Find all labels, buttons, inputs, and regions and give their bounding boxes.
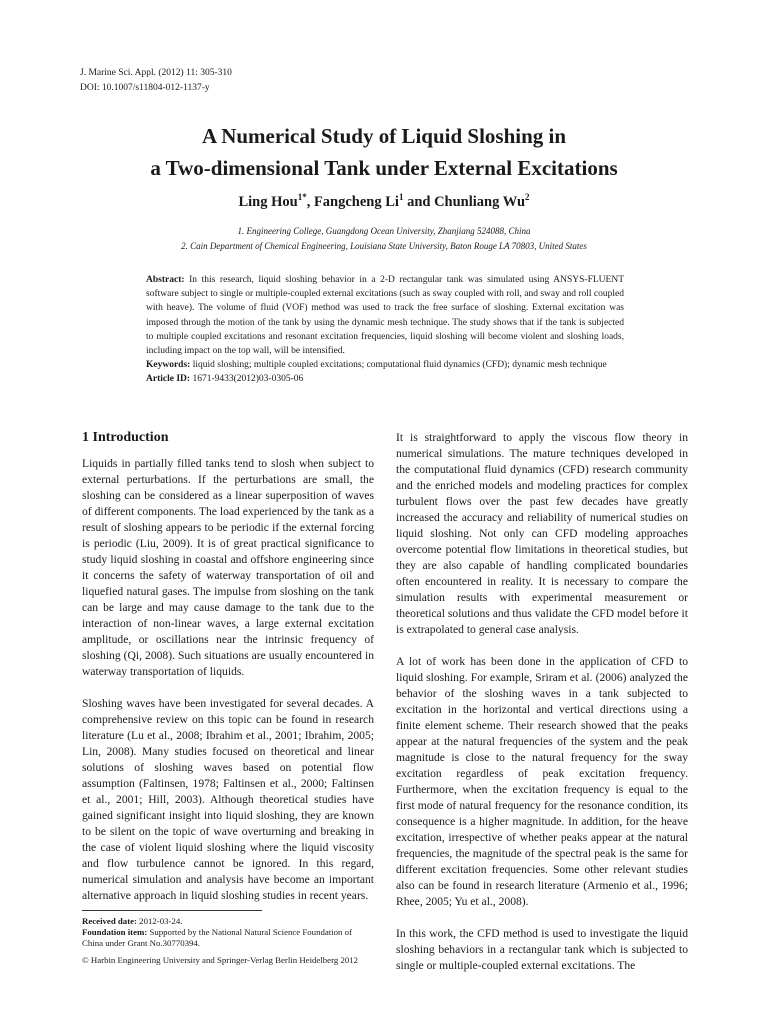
article-id-label: Article ID: <box>146 374 191 385</box>
received-date <box>82 916 374 927</box>
footnote-divider <box>82 910 262 911</box>
article-id-value: 1671-9433(2012)03-0305-06 <box>192 374 304 385</box>
paper-title <box>60 120 708 184</box>
received-label: Received date: <box>82 916 137 926</box>
author-name: Chunliang Wu <box>434 193 526 210</box>
foundation-item <box>82 927 374 949</box>
article-id <box>146 372 624 386</box>
paragraph: A lot of work has been done in the application of CFD to liquid sloshing. For example, Sriram et al. (2006) analyzed the behavior of the sloshing waves in a tank subjected to excitation in the horizontal and vertical directions using a finite element scheme. Their research showed that the peaks appear at the natural frequencies of the system and the peak magnitude is close to the natural frequency for the sway excitation regardless of peak excitation frequency. Furthermore, when the excitation frequency is equal to the first mode of natural frequency for the resonance condition, its consequence is a higher magnitude. In addition, for the heave excitation, irrespective of whether peaks appear at the natural frequencies, the magnitude of the spectral peak is the same for different excitation frequencies. Some other relevant studies also can be found in research literature (Armenio et al., 1996; Rhee, 2005; Yu et al., 2008). <box>396 655 688 908</box>
journal-meta <box>80 66 232 96</box>
affiliations <box>60 224 708 254</box>
copyright: © Harbin Engineering University and Springer-Verlag Berlin Heidelberg 2012 <box>82 955 359 965</box>
paragraph: Liquids in partially filled tanks tend to slosh when subject to external perturbations. If the perturbations are small, the sloshing can be considered as a linear superposition of waves of different components. The load experienced by the tank as a result of sloshing appears to be periodic if the external forcing is periodic (Liu, 2009). It is of great practical significance to study liquid sloshing in coastal and offshore engineering since it concerns the safety of waterway transportation of oil and liquefied natural gases. The impulse from sloshing on the tank can be large and may cause damage to the tank due to the interaction of non-linear waves, a large external excitation amplitude, or oscillations near the intrinsic frequency of sloshing (Qi, 2008). Such situations are usually encountered in waterway transportation of liquids. <box>82 457 374 678</box>
author-name: Fangcheng Li <box>313 193 399 210</box>
paragraph: In this work, the CFD method is used to investigate the liquid sloshing behaviors in a rectangular tank which is subjected to single or multiple-coupled external excitations. The <box>396 927 688 972</box>
right-column <box>396 430 688 990</box>
author-separator: , <box>306 193 314 210</box>
foundation-label: Foundation item: <box>82 927 148 937</box>
author-affil-sup: 1* <box>297 192 307 202</box>
abstract-label: Abstract: <box>146 275 185 285</box>
paragraph: It is straightforward to apply the viscous flow theory in numerical simulations. The mature techniques developed in the computational fluid dynamics (CFD) research community and the enriched models and modeling practices for complex turbulent flows over the past few decades have greatly increased the accuracy and reliability of numerical studies on liquid sloshing. Not only can CFD modeling approaches overcome potential flow limitations in theoretical studies, but they are also capable of handling complicated boundaries often encountered in reality. It is necessary to compare the simulation results with experimental measurement or theoretical solutions and thus validate the CFD model before it is extrapolated to general case analysis. <box>396 431 688 636</box>
abstract-text: In this research, liquid sloshing behavior in a 2-D rectangular tank was simulated using ANSYS-FLUENT software subject to single or multiple-coupled external excitations (such as sway coupled with roll, and sway and roll coupled with heave). The volume of fluid (VOF) method was used to track the free surface of sloshing. External excitation was imposed through the motion of the tank by using the dynamic mesh technique. The study shows that if the tank is subjected to multiple coupled excitations and resonant excitation frequencies, liquid sloshing will become violent and sloshing loads, including impact on the top wall, will be intensified. <box>146 275 624 357</box>
keywords <box>146 358 624 372</box>
journal-citation: J. Marine Sci. Appl. (2012) 11: 305-310 <box>80 68 232 78</box>
abstract-block <box>146 273 624 387</box>
author-affil-sup: 2 <box>525 192 530 202</box>
title-line-2: a Two-dimensional Tank under External Excitations <box>150 156 618 180</box>
footnotes <box>82 916 374 966</box>
doi: DOI: 10.1007/s11804-012-1137-y <box>80 83 210 93</box>
paragraph: Sloshing waves have been investigated for several decades. A comprehensive review on this topic can be found in research literature (Lu et al., 2008; Ibrahim et al., 2001; Ibrahim, 2005; Lin, 2008). Many studies focused on theoretical and linear solutions of sloshing waves based on potential flow assumption (Faltinsen, 1978; Faltinsen et al., 2000; Faltinsen et al., 2001; Hill, 2003). Although theoretical studies have gained significant insight into liquid sloshing, they are known to be silent on the topic of wave overturning and breaking in the case of violent liquid sloshing where the liquid viscosity and flow turbulence cannot be ignored. In this regard, numerical simulation and analysis have become an important alternative approach in liquid sloshing studies in recent years. <box>82 697 374 902</box>
abstract <box>146 273 624 358</box>
affiliation-1: 1. Engineering College, Guangdong Ocean University, Zhanjiang 524088, China <box>237 226 531 236</box>
author-name: Ling Hou <box>238 193 298 210</box>
title-line-1: A Numerical Study of Liquid Sloshing in <box>201 124 567 148</box>
keywords-text: liquid sloshing; multiple coupled excitations; computational fluid dynamics (CFD); dynamic mesh technique <box>192 360 607 371</box>
foundation-value: Supported by the National Natural Science Foundation of China under Grant No.30770394. <box>82 927 352 948</box>
author-list <box>60 192 708 211</box>
author-separator: and <box>403 193 435 210</box>
received-value: 2012-03-24. <box>139 916 183 926</box>
section-heading: 1 Introduction <box>82 430 169 445</box>
keywords-label: Keywords: <box>146 360 191 371</box>
left-column <box>82 430 374 920</box>
affiliation-2: 2. Cain Department of Chemical Engineering, Louisiana State University, Baton Rouge LA 70803, United States <box>181 241 587 251</box>
author-affil-sup: 1 <box>398 192 404 202</box>
